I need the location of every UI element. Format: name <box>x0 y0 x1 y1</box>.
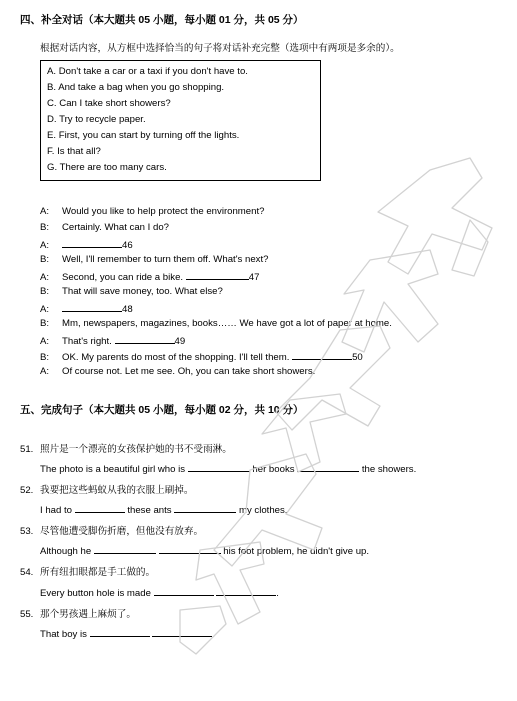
answer-blank-48[interactable] <box>62 302 122 312</box>
answer-blank[interactable] <box>75 503 125 513</box>
question-51-chinese: 51. 照片是一个漂亮的女孩保护她的书不受雨淋。 <box>20 444 232 455</box>
answer-blank-47[interactable] <box>186 270 249 280</box>
answer-blank[interactable] <box>297 462 359 472</box>
answer-blank-46[interactable] <box>62 238 122 248</box>
option-f: F. Is that all? <box>47 146 101 157</box>
question-53-chinese: 53. 尽管他遭受脚伤折磨，但他没有放弃。 <box>20 526 204 537</box>
question-55-english: That boy is . <box>40 629 215 640</box>
dialogue-line: B: OK. My parents do most of the shopping. I'll tell them. 50 <box>40 352 363 363</box>
dialogue-line: B: Certainly. What can I do? <box>40 222 170 233</box>
dialogue-line: B: Well, I'll remember to turn them off. What's next? <box>40 254 269 265</box>
option-b: B. And take a bag when you go shopping. <box>47 82 225 93</box>
dialogue-line: A: 48 <box>40 304 133 315</box>
dialogue-line: A: 46 <box>40 240 133 251</box>
dialogue-line: A: Of course not. Let me see. Oh, you can take short showers. <box>40 366 316 377</box>
answer-blank[interactable] <box>174 503 236 513</box>
section4-instruction: 根据对话内容，从方框中选择恰当的句子将对话补充完整（选项中有两项是多余的）。 <box>40 43 400 54</box>
option-a: A. Don't take a car or a taxi if you don't have to. <box>47 66 248 77</box>
answer-blank-50[interactable] <box>292 350 352 360</box>
dialogue-line: A: Would you like to help protect the environment? <box>40 206 265 217</box>
dialogue-line: A: That's right. 49 <box>40 336 186 347</box>
options-box <box>40 60 321 181</box>
answer-blank[interactable] <box>90 627 150 637</box>
answer-blank[interactable] <box>94 544 156 554</box>
section4-title: 四、补全对话（本大题共 05 小题，每小题 01 分，共 05 分） <box>20 14 304 26</box>
answer-blank[interactable] <box>159 544 221 554</box>
question-52-chinese: 52. 我要把这些蚂蚁从我的衣服上刷掉。 <box>20 485 194 496</box>
option-d: D. Try to recycle paper. <box>47 114 146 125</box>
question-54-chinese: 54. 所有纽扣眼都是手工做的。 <box>20 567 156 578</box>
answer-blank[interactable] <box>152 627 212 637</box>
question-51-english: The photo is a beautiful girl who is her books the showers. <box>40 464 417 475</box>
dialogue-line: B: That will save money, too. What else? <box>40 286 223 297</box>
answer-blank[interactable] <box>188 462 250 472</box>
option-c: C. Can I take short showers? <box>47 98 171 109</box>
option-g: G. There are too many cars. <box>47 162 167 173</box>
question-53-english: Although he his foot problem, he didn't give up. <box>40 546 370 557</box>
option-e: E. First, you can start by turning off the lights. <box>47 130 240 141</box>
answer-blank[interactable] <box>216 586 276 596</box>
answer-blank[interactable] <box>154 586 214 596</box>
section5-title: 五、完成句子（本大题共 05 小题，每小题 02 分，共 10 分） <box>20 404 304 416</box>
question-52-english: I had to these ants my clothes. <box>40 505 288 516</box>
answer-blank-49[interactable] <box>115 334 175 344</box>
question-54-english: Every button hole is made . <box>40 588 279 599</box>
question-55-chinese: 55. 那个男孩遇上麻烦了。 <box>20 609 136 620</box>
dialogue-line: B: Mm, newspapers, magazines, books…… We have got a lot of paper at home. <box>40 318 392 329</box>
dialogue-line: A: Second, you can ride a bike. 47 <box>40 272 260 283</box>
